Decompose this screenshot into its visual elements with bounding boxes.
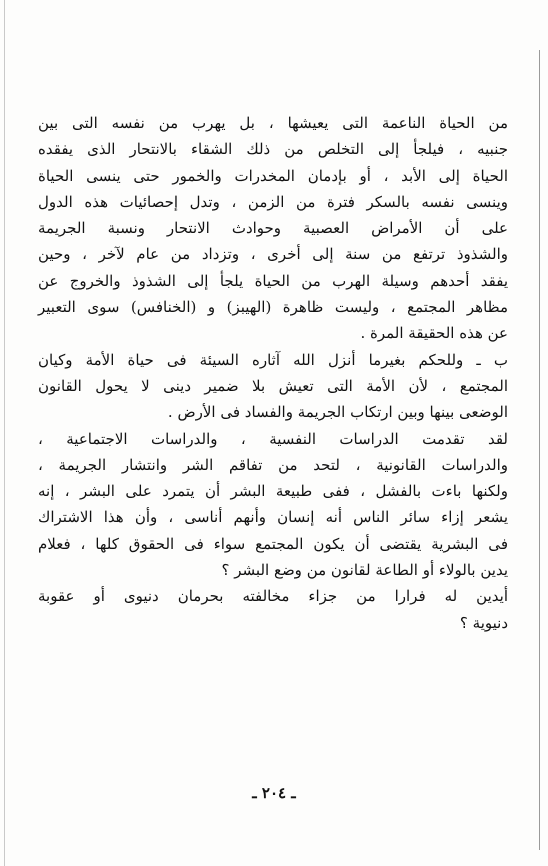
text-line: يشعر إزاء سائر الناس أنه إنسان وأنهم أناسى ، وأن هذا الاشتراك (38, 508, 508, 527)
text-line: أيدين له فرارا من جزاء مخالفته بحرمان دنيوى أو عقوبة (38, 587, 508, 606)
text-line: الوضعى بينها وبين ارتكاب الجريمة والفساد فى الأرض . (167, 403, 508, 422)
text-line: من الحياة الناعمة التى يعيشها ، بل يهرب من نفسه التى بين (38, 114, 508, 132)
paragraph (38, 110, 508, 347)
page-number: ـ ٢٠٤ ـ (252, 784, 296, 802)
text-line: فى البشرية يقتضى أن يكون المجتمع سواء فى الحقوق كلها ، فعلام (38, 534, 508, 553)
paragraph (38, 347, 508, 426)
text-line: عن هذه الحقيقة المرة . (360, 324, 508, 343)
paragraph (38, 583, 508, 636)
text-line: مظاهر المجتمع ، وليست ظاهرة (الهيبز) و (الخنافس) سوى التعبير (38, 298, 508, 317)
text-line: يفقد أحدهم وسيلة الهرب من الحياة يلجأ إلى الشذوذ والخروج عن (38, 271, 508, 290)
text-line: لقد تقدمت الدراسات النفسية ، والدراسات الاجتماعية ، (38, 429, 508, 448)
text-line: الحياة إلى الأبد ، أو بإدمان المخدرات والخمور حتى ينسى الحياة (38, 166, 508, 185)
text-line: والدراسات القانونية ، لتحد من تفاقم الشر وانتشار الجريمة ، (38, 455, 508, 474)
text-line: المجتمع ، لأن الأمة التى تعيش بلا ضمير دينى لا يحول القانون (38, 376, 508, 395)
page-right-border (539, 50, 540, 850)
text-line: وينسى نفسه بالسكر فترة من الزمن ، وتدل إحصائيات هذه الدول (38, 192, 508, 211)
body-text (38, 110, 508, 636)
text-line: والشذوذ ترتفع من سنة إلى أخرى ، وتزداد من عام لآخر ، وحين (38, 245, 508, 264)
text-line: جنبيه ، فيلجأ إلى التخلص من ذلك الشقاء بالانتحار الذى يفقده (38, 140, 508, 159)
text-line: ولكنها باءت بالفشل ، ففى طبيعة البشر أن يتمرد على البشر ، إنه (38, 482, 508, 501)
text-line: على أن الأمراض العصبية وحوادث الانتحار ونسبة الجريمة (38, 219, 508, 238)
text-line: يدين بالولاء أو الطاعة لقانون من وضع البشر ؟ (221, 561, 508, 580)
page-left-edge (4, 0, 5, 866)
text-line: ب ـ وللحكم بغيرما أنزل الله آثاره السيئة فى حياة الأمة وكيان (38, 350, 508, 369)
paragraph (38, 426, 508, 584)
text-line: دنيوية ؟ (459, 613, 508, 632)
